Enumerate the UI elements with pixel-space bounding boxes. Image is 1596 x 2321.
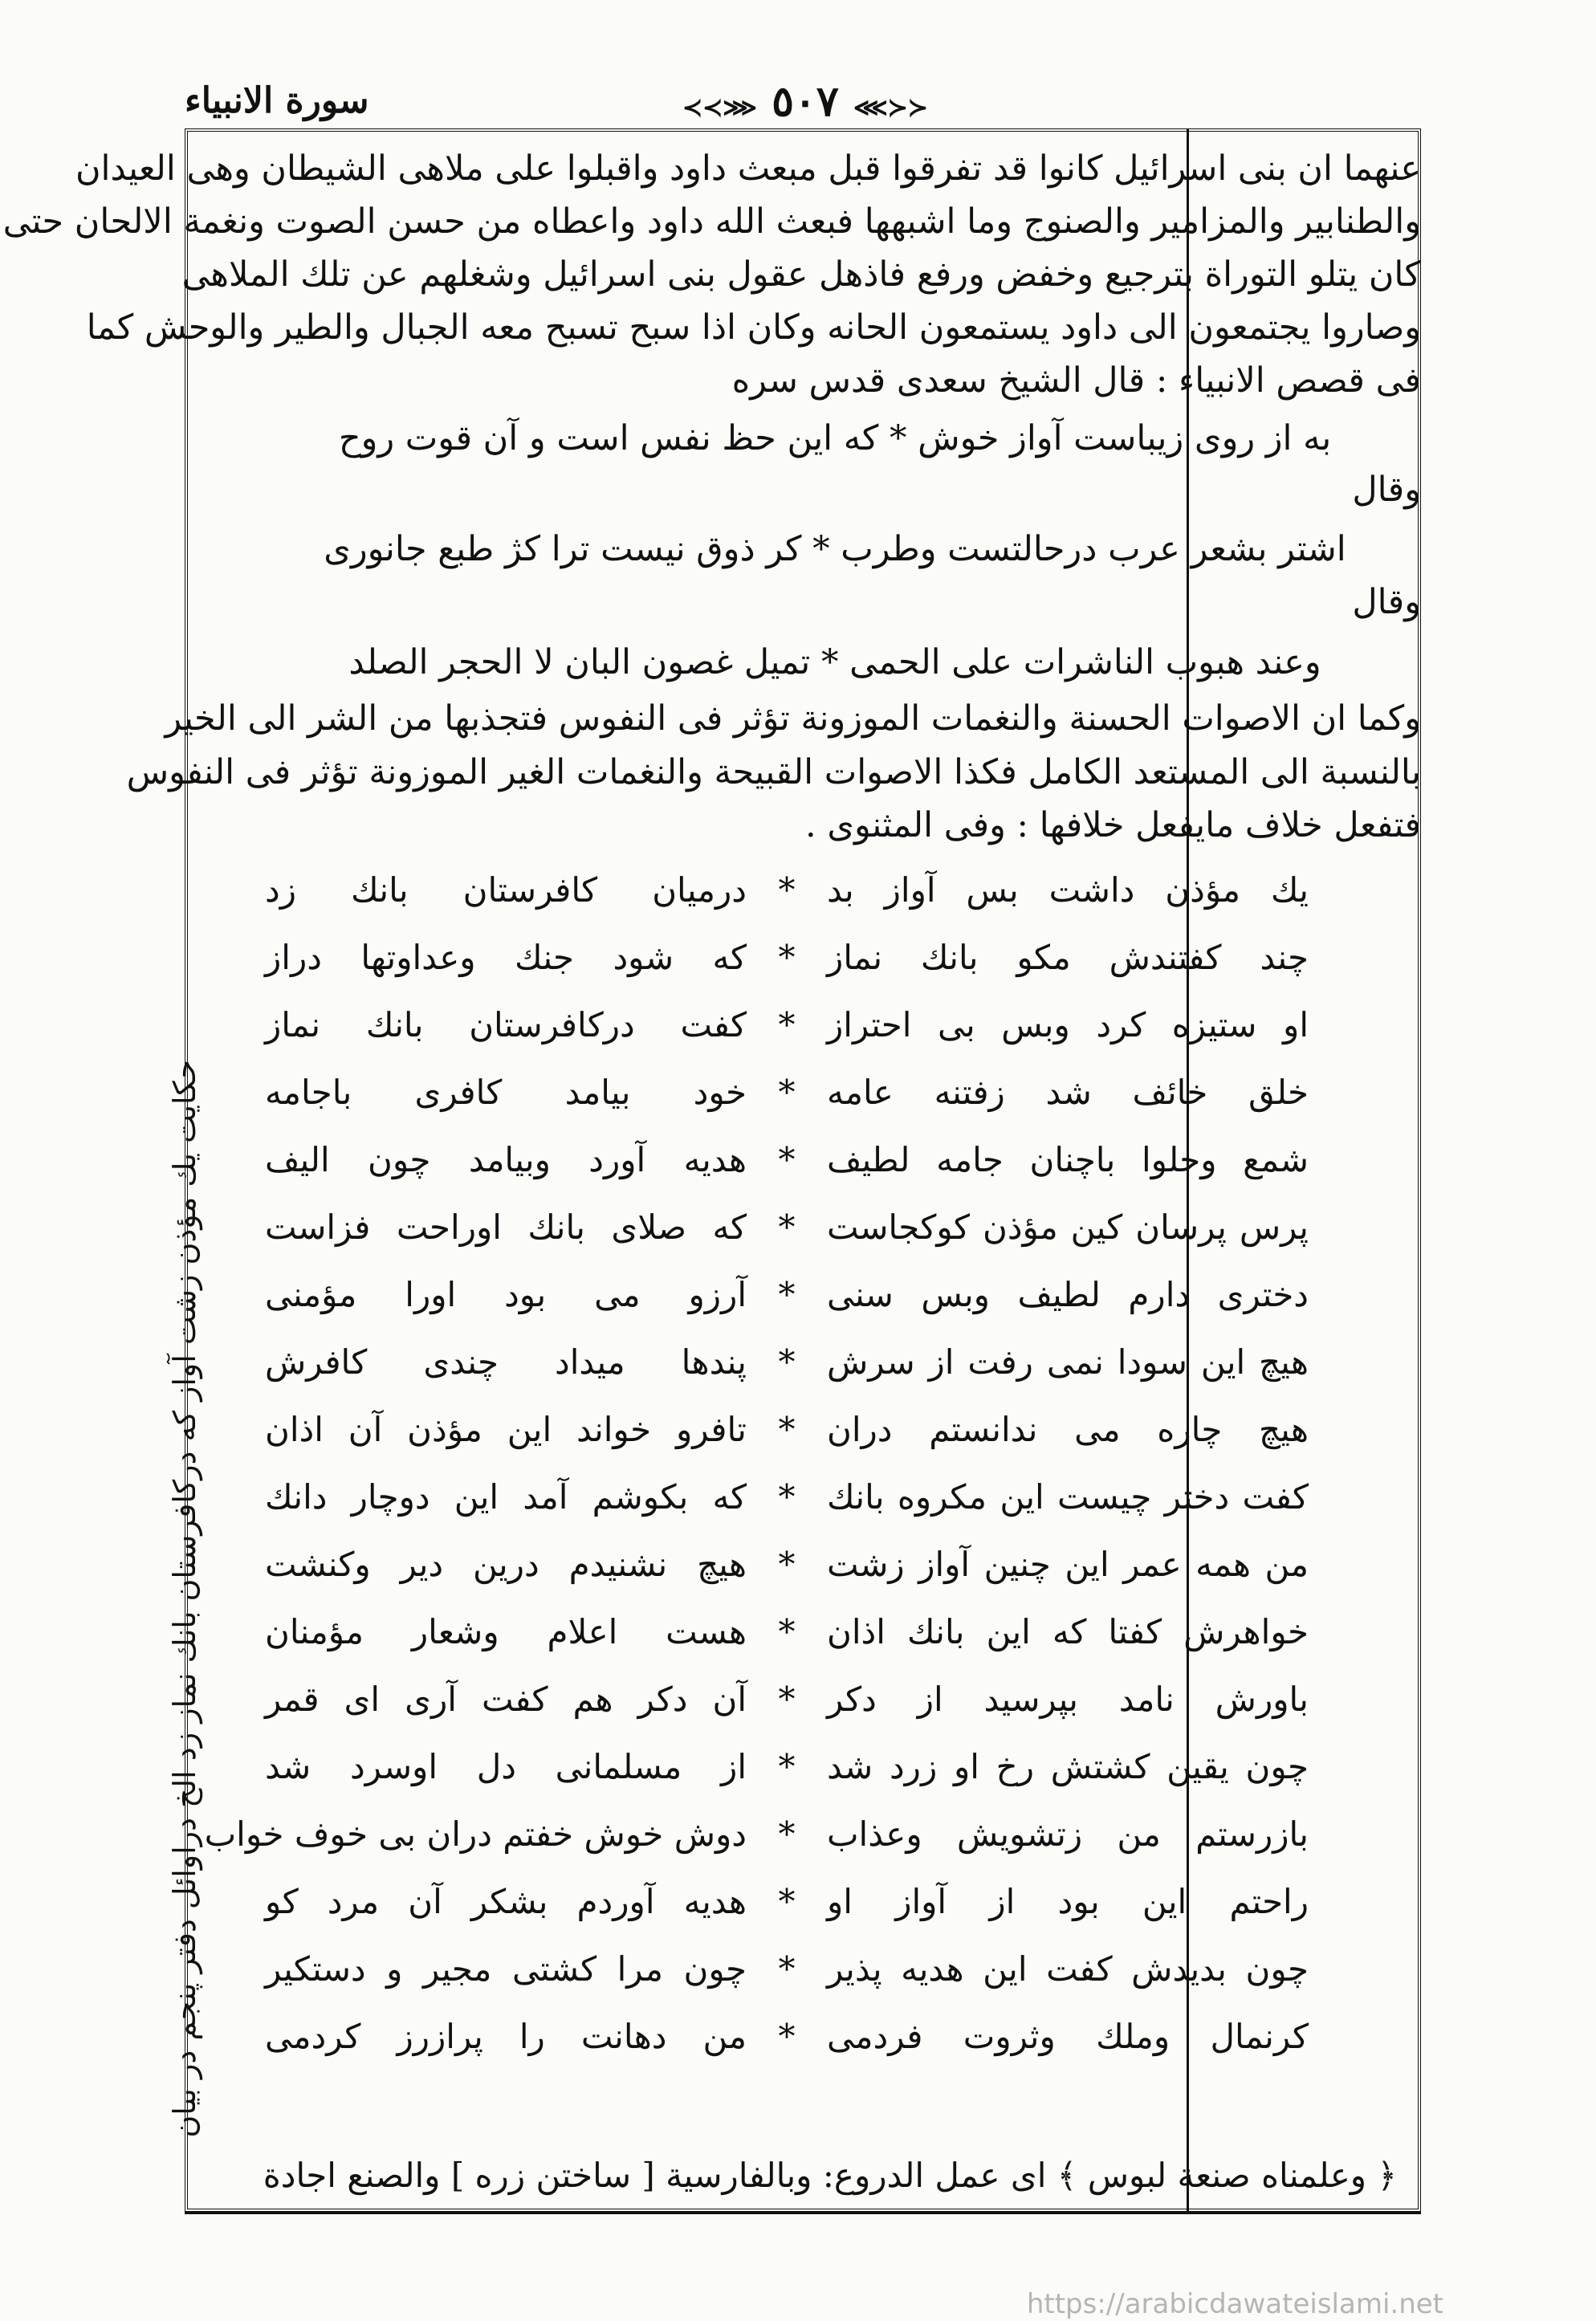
star-separator-icon: * <box>778 1140 796 1179</box>
star-separator-icon: * <box>778 2017 796 2056</box>
poem-hemistich-left: هديه آورد وبيامد چون اليف <box>265 1140 747 1179</box>
poem-hemistich-right: او ستيزه كرد وبس بى احتراز <box>827 1005 1309 1044</box>
side-note <box>140 1060 202 2138</box>
poem-hemistich-right: يك مؤذن داشت بس آواز بد <box>827 870 1309 910</box>
poem-hemistich-right: پرس پرسان كين مؤذن كوكجاست <box>827 1207 1309 1247</box>
poem-hemistich-left: چون مرا كشتى مجير و دستكير <box>265 1949 747 1989</box>
side-note-text: حكايت يك مؤذن زشت آواز كه دركافرستان بانك نماز زد الخ دراوائل دفتر پنجم در بيان <box>167 1060 202 2138</box>
poem-line <box>265 1061 1309 1124</box>
bottom-rule <box>185 2212 1421 2214</box>
poem-hemistich-right: شمع وحلوا باچنان جامه لطيف <box>827 1140 1309 1179</box>
poem-hemistich-right: خواهرش كفتا كه اين بانك اذان <box>827 1612 1309 1651</box>
star-separator-icon: * <box>778 1005 796 1044</box>
poem-hemistich-left: آن دكر هم كفت آرى اى قمر <box>265 1680 747 1719</box>
star-separator-icon: * <box>778 1073 796 1112</box>
star-separator-icon: * <box>778 938 796 977</box>
star-separator-icon: * <box>778 1882 796 1921</box>
star-separator-icon: * <box>778 1612 796 1651</box>
poem-hemistich-left: خود بيامد كافرى باجامه <box>265 1073 747 1112</box>
footnote: ﴿ وعلمناه صنعة لبوس ﴾ اى عمل الدروع: وبالفارسية [ ساختن زره ] والصنع اجادة <box>263 2156 1397 2195</box>
star-separator-icon: * <box>778 1949 796 1989</box>
poem-line <box>265 1331 1309 1394</box>
star-separator-icon: * <box>778 1410 796 1449</box>
poem-line <box>265 1668 1309 1731</box>
poem-hemistich-left: كه شود جنك وعداوتها دراز <box>265 938 747 977</box>
poem-line <box>265 859 1309 922</box>
poem-hemistich-right: بازرستم من زتشويش وعذاب <box>827 1814 1309 1854</box>
poem-hemistich-right: راحتم اين بود از آواز او <box>827 1882 1309 1921</box>
poem-line <box>265 1264 1309 1326</box>
verse-line: وعند هبوب الناشرات على الحمى * تميل غصون البان لا الحجر الصلد <box>348 642 1321 682</box>
poem-line <box>265 1938 1309 2001</box>
poem-line <box>265 1399 1309 1461</box>
poem-hemistich-left: از مسلمانى دل اوسرد شد <box>265 1747 747 1786</box>
star-separator-icon: * <box>778 1477 796 1517</box>
poem-line <box>265 2005 1309 2068</box>
prose-line: كان يتلو التوراة بترجيع وخفض ورفع فاذهل عقول بنى اسرائيل وشغلهم عن تلك الملاهى <box>181 254 1421 295</box>
poem-hemistich-right: خلق خائف شد زفتنه عامه <box>827 1073 1309 1112</box>
star-separator-icon: * <box>778 1680 796 1719</box>
poem-hemistich-left: درميان كافرستان بانك زد <box>265 870 747 910</box>
surah-title: سورة الانبياء <box>185 80 369 121</box>
poem-hemistich-right: هيچ اين سودا نمى رفت از سرش <box>827 1342 1309 1382</box>
prose-line: فى قصص الانبياء : قال الشيخ سعدى قدس سره <box>731 360 1421 401</box>
poem-line <box>265 1533 1309 1596</box>
ornament-right-icon: ⋘≻≻ <box>853 94 928 122</box>
poem-line <box>265 1736 1309 1798</box>
prose-line: فتفعل خلاف مايفعل خلافها : وفى المثنوى . <box>804 805 1421 845</box>
poem-hemistich-left: آرزو مى بود اورا مؤمنى <box>265 1275 747 1314</box>
poem-hemistich-left: دوش خوش خفتم دران بى خوف خواب <box>204 1814 747 1854</box>
prose-line: بالنسبة الى المستعد الكامل فكذا الاصوات القبيحة والنغمات الغير الموزونة تؤثر فى النفوس <box>126 752 1421 792</box>
poem-line <box>265 1601 1309 1663</box>
poem-hemistich-right: چند كفتندش مكو بانك نماز <box>827 938 1309 977</box>
prose-line: وكما ان الاصوات الحسنة والنغمات الموزونة تؤثر فى النفوس فتجذبها من الشر الى الخير <box>165 698 1421 739</box>
poem-hemistich-right: من همه عمر اين چنين آواز زشت <box>827 1545 1309 1584</box>
prose-line: عنهما ان بنى اسرائيل كانوا قد تفرقوا قبل مبعث داود واقبلوا على ملاهى الشيطان وهى العيدان <box>75 149 1421 189</box>
poem-hemistich-left: هيچ نشنيدم درين دير وكنشت <box>265 1545 747 1584</box>
poem-hemistich-right: باورش نامد بپرسيد از دكر <box>827 1680 1309 1719</box>
poem-hemistich-left: من دهانت را پرازرز كردمى <box>265 2017 747 2056</box>
poem-hemistich-right: كرنمال وملك وثروت فردمى <box>827 2017 1309 2056</box>
poem-line <box>265 1196 1309 1259</box>
poem-hemistich-left: تافرو خواند اين مؤذن آن اذان <box>265 1410 747 1449</box>
watermark: https://arabicdawateislami.net <box>1026 2288 1443 2320</box>
star-separator-icon: * <box>778 1545 796 1584</box>
poem-line <box>265 994 1309 1057</box>
prose-line: والطنابير والمزامير والصنوج وما اشبهها فبعث الله داود واعطاه من حسن الصوت ونغمة الالحان حتى <box>2 202 1421 242</box>
star-separator-icon: * <box>778 1747 796 1786</box>
poem-hemistich-right: چون يقين كشتش رخ او زرد شد <box>827 1747 1309 1786</box>
poem-line <box>265 1129 1309 1191</box>
poem-line <box>265 1466 1309 1529</box>
star-separator-icon: * <box>778 1342 796 1382</box>
page-number: ٥٠٧ <box>772 77 839 126</box>
star-separator-icon: * <box>778 1814 796 1854</box>
poem-hemistich-right: هيچ چاره مى ندانستم دران <box>827 1410 1309 1449</box>
poem-line <box>204 1803 1309 1866</box>
poem-hemistich-left: كفت دركافرستان بانك نماز <box>265 1005 747 1044</box>
poem-hemistich-right: چون بديدش كفت اين هديه پذير <box>827 1949 1309 1989</box>
poem-line <box>265 926 1309 989</box>
poem-hemistich-left: هست اعلام وشعار مؤمنان <box>265 1612 747 1651</box>
waqal-label: وقال <box>1352 470 1421 510</box>
poem-line <box>265 1871 1309 1933</box>
poem-hemistich-left: كه صلاى بانك اوراحت فزاست <box>265 1207 747 1247</box>
poem-hemistich-left: هديه آوردم بشكر آن مرد كو <box>265 1882 747 1921</box>
star-separator-icon: * <box>778 870 796 910</box>
poem-hemistich-left: پندها ميداد چندى كافرش <box>265 1342 747 1382</box>
waqal-label: وقال <box>1352 582 1421 622</box>
verse-line: به از روى زيباست آواز خوش * كه اين حظ نفس است و آن قوت روح <box>338 418 1332 458</box>
poem-hemistich-right: كفت دختر چيست اين مكروه بانك <box>827 1477 1309 1517</box>
poem-hemistich-left: كه بكوشم آمد اين دوچار دانك <box>265 1477 747 1517</box>
poem-hemistich-right: دخترى دارم لطيف وبس سنى <box>827 1275 1309 1314</box>
page-number-block <box>682 77 928 126</box>
star-separator-icon: * <box>778 1207 796 1247</box>
ornament-left-icon: ≺≺⋙ <box>682 94 757 122</box>
prose-line: وصاروا يجتمعون الى داود يستمعون الحانه وكان اذا سبح تسبح معه الجبال والطير والوحش كما <box>86 307 1421 348</box>
verse-line: اشتر بشعر عرب درحالتست وطرب * كر ذوق نيست ترا كژ طبع جانورى <box>324 529 1346 569</box>
star-separator-icon: * <box>778 1275 796 1314</box>
